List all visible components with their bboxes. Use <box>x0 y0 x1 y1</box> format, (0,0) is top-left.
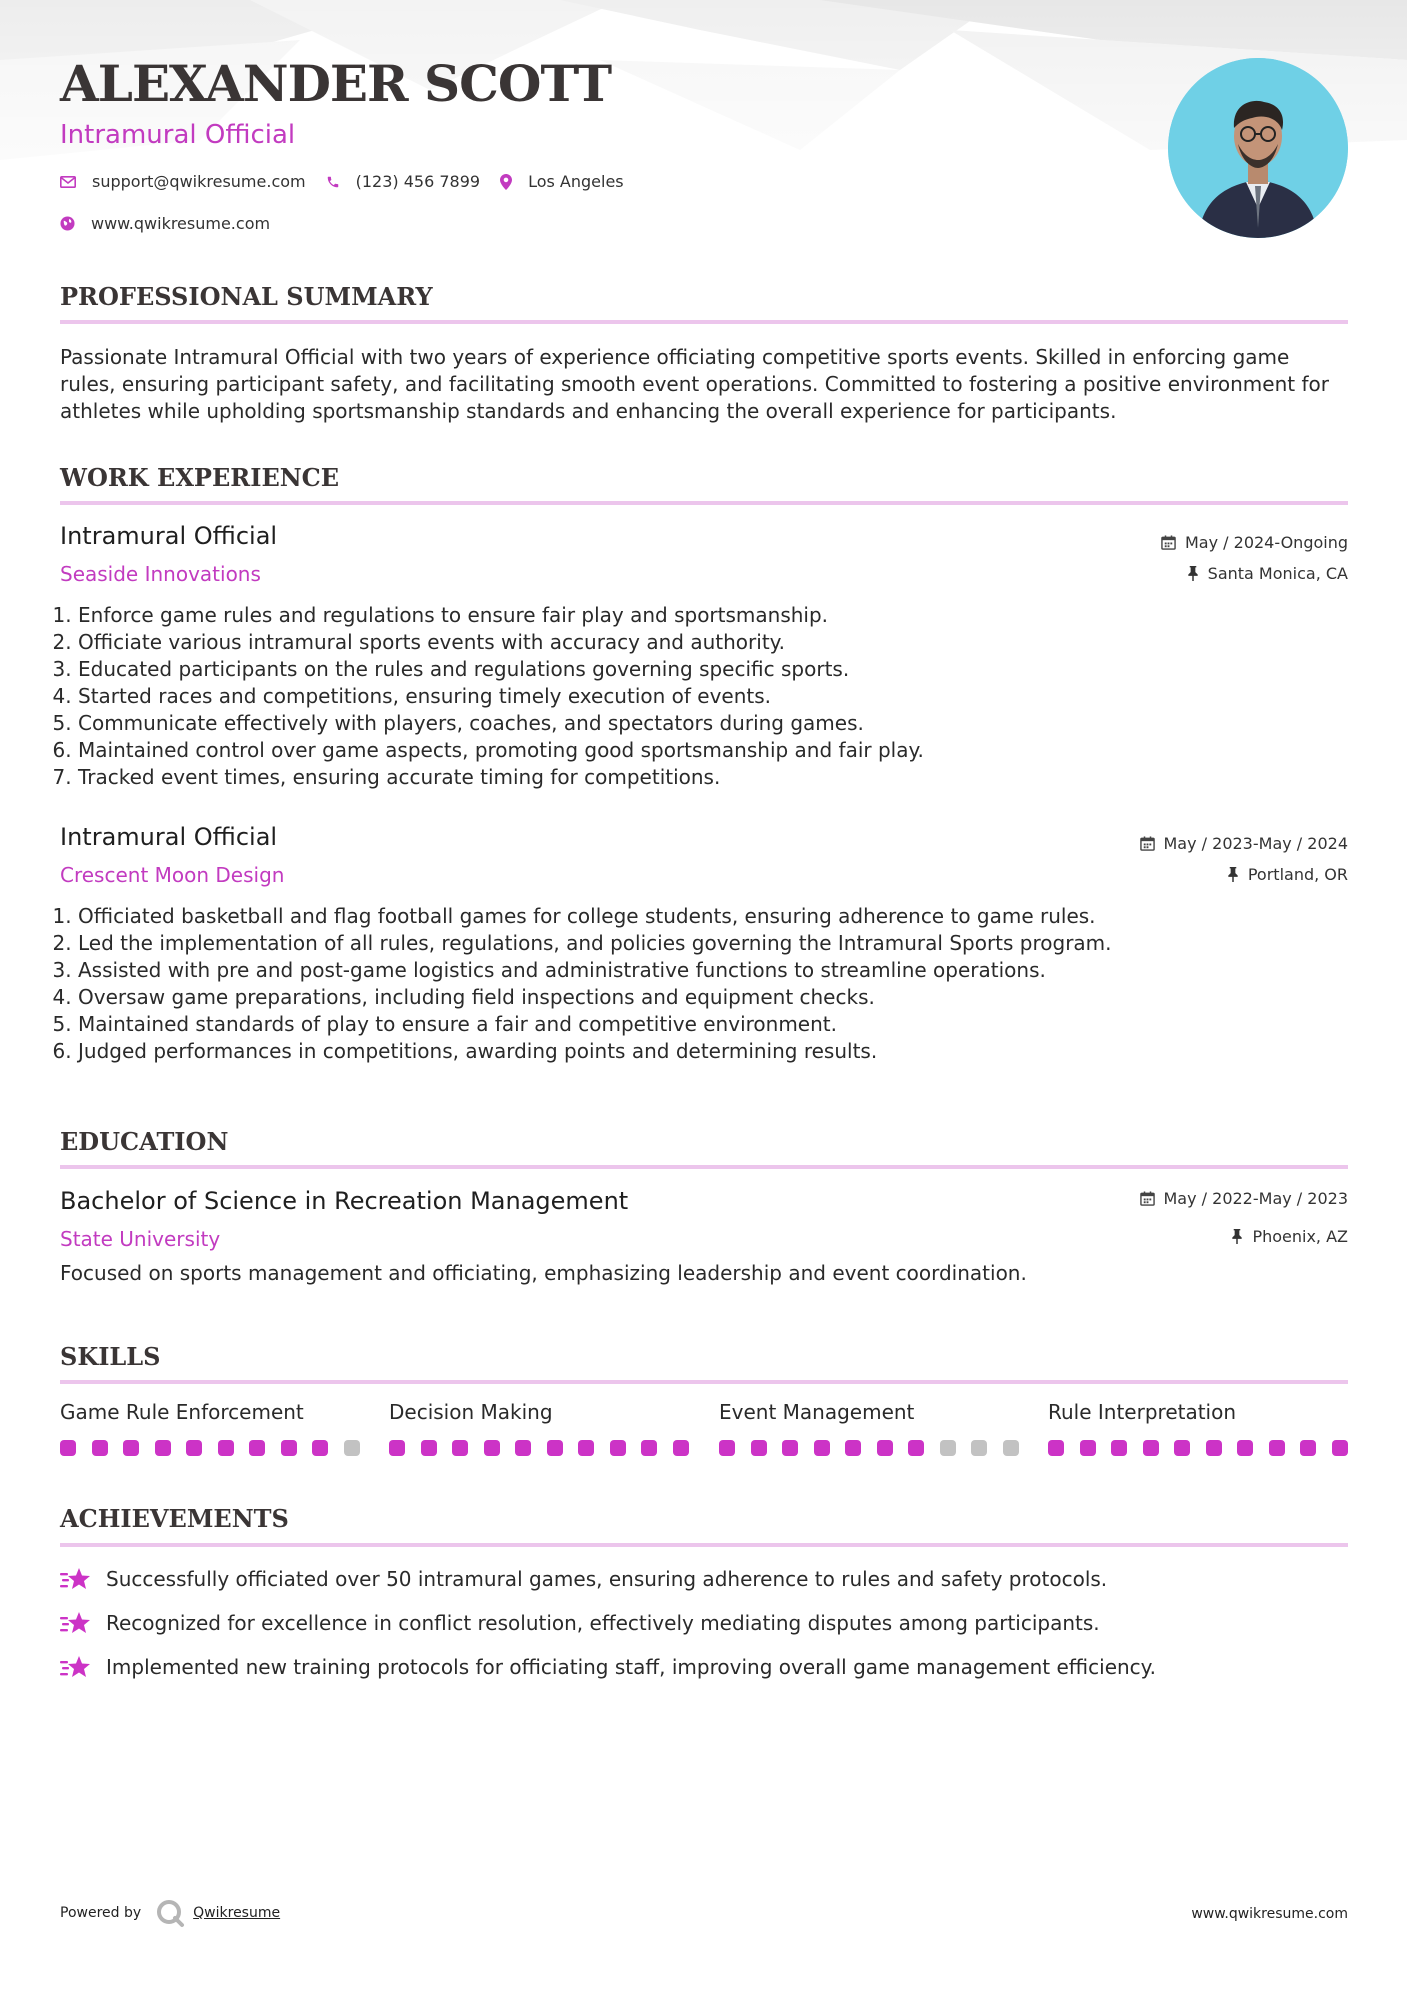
summary-heading: PROFESSIONAL SUMMARY <box>60 282 433 311</box>
map-pin-icon <box>500 174 512 190</box>
skill-name: Decision Making <box>389 1400 553 1424</box>
skill-item <box>1048 1400 1348 1456</box>
skill-dot-filled <box>484 1440 500 1456</box>
experience-heading: WORK EXPERIENCE <box>60 463 340 492</box>
skill-dot-filled <box>877 1440 893 1456</box>
mail-icon <box>60 176 76 188</box>
calendar-icon <box>1140 1191 1155 1206</box>
skill-dot-filled <box>782 1440 798 1456</box>
achievement-text: Recognized for excellence in conflict resolution, effectively mediating disputes among participants. <box>106 1611 1100 1635</box>
powered-by-label: Powered by <box>60 1905 142 1921</box>
skill-dot-filled <box>249 1440 265 1456</box>
skill-dot-filled <box>1206 1440 1222 1456</box>
achievements-heading: ACHIEVEMENTS <box>60 1504 289 1533</box>
skill-dot-filled <box>673 1440 689 1456</box>
phone-text: (123) 456 7899 <box>355 172 481 191</box>
job-company: Crescent Moon Design <box>60 863 285 887</box>
education-divider <box>60 1165 1348 1169</box>
education-degree: Bachelor of Science in Recreation Management <box>60 1187 629 1215</box>
phone-icon <box>326 175 340 189</box>
skill-dot-filled <box>389 1440 405 1456</box>
contact-row-2 <box>60 214 290 233</box>
achievement-text: Implemented new training protocols for officiating staff, improving overall game management efficiency. <box>106 1655 1157 1679</box>
list-item: 6. Maintained control over game aspects, promoting good sportsmanship and fair play. <box>78 737 1348 764</box>
skill-dot-filled <box>123 1440 139 1456</box>
person-portrait-icon <box>1168 58 1348 238</box>
job-title: Intramural Official <box>60 522 278 550</box>
job-location <box>1187 564 1348 583</box>
list-item: 5. Maintained standards of play to ensure a fair and competitive environment. <box>78 1011 1348 1038</box>
skill-dot-filled <box>814 1440 830 1456</box>
achievement-text: Successfully officiated over 50 intramural games, ensuring adherence to rules and safety protocols. <box>106 1567 1108 1591</box>
shooting-star-icon <box>60 1611 92 1635</box>
skill-dot-filled <box>312 1440 328 1456</box>
achievement-item <box>60 1567 1107 1591</box>
job-bullets <box>60 602 1348 791</box>
skills-divider <box>60 1380 1348 1384</box>
skill-dot-filled <box>155 1440 171 1456</box>
education-location <box>1231 1227 1348 1246</box>
skill-dot-filled <box>452 1440 468 1456</box>
job-location <box>1227 865 1348 884</box>
skill-name: Game Rule Enforcement <box>60 1400 304 1424</box>
skill-dot-filled <box>1237 1440 1253 1456</box>
skill-dot-empty <box>1003 1440 1019 1456</box>
achievement-item <box>60 1611 1100 1635</box>
list-item: 2. Officiate various intramural sports events with accuracy and authority. <box>78 629 1348 656</box>
list-item: 3. Educated participants on the rules and regulations governing specific sports. <box>78 656 1348 683</box>
job-location-text: Portland, OR <box>1247 865 1348 884</box>
skill-item <box>719 1400 1019 1456</box>
job-title: Intramural Official <box>60 823 278 851</box>
footer-website[interactable]: www.qwikresume.com <box>1191 1906 1348 1922</box>
footer-powered-by <box>60 1898 280 1928</box>
location-text: Los Angeles <box>528 172 624 191</box>
pushpin-icon <box>1231 1229 1243 1244</box>
achievement-item <box>60 1655 1156 1679</box>
skill-dot-filled <box>1048 1440 1064 1456</box>
globe-icon <box>60 216 75 231</box>
job-location-text: Santa Monica, CA <box>1207 564 1348 583</box>
list-item: 1. Enforce game rules and regulations to ensure fair play and sportsmanship. <box>78 602 1348 629</box>
email-text: support@qwikresume.com <box>92 172 306 191</box>
list-item: 3. Assisted with pre and post-game logistics and administrative functions to streamline operations. <box>78 957 1348 984</box>
education-description: Focused on sports management and officiating, emphasizing leadership and event coordination. <box>60 1261 1027 1285</box>
skill-dot-empty <box>971 1440 987 1456</box>
qwikresume-link[interactable]: Qwikresume <box>193 1905 281 1921</box>
contact-phone[interactable] <box>326 172 480 191</box>
skill-item <box>60 1400 360 1456</box>
list-item: 6. Judged performances in competitions, awarding points and determining results. <box>78 1038 1348 1065</box>
skill-dot-filled <box>719 1440 735 1456</box>
skill-rating <box>719 1440 1019 1456</box>
list-item: 5. Communicate effectively with players, coaches, and spectators during games. <box>78 710 1348 737</box>
skill-name: Event Management <box>719 1400 915 1424</box>
calendar-icon <box>1161 535 1176 550</box>
skill-dot-filled <box>281 1440 297 1456</box>
skill-dot-filled <box>1080 1440 1096 1456</box>
skill-item <box>389 1400 689 1456</box>
summary-divider <box>60 320 1348 324</box>
skill-dot-filled <box>641 1440 657 1456</box>
contact-website[interactable] <box>60 214 270 233</box>
contact-row <box>60 172 644 191</box>
candidate-role: Intramural Official <box>60 120 296 150</box>
skill-dot-empty <box>344 1440 360 1456</box>
skill-dot-filled <box>1332 1440 1348 1456</box>
education-school: State University <box>60 1227 221 1251</box>
list-item: 4. Started races and competitions, ensuring timely execution of events. <box>78 683 1348 710</box>
skills-heading: SKILLS <box>60 1342 161 1371</box>
skill-dot-filled <box>60 1440 76 1456</box>
calendar-icon <box>1140 836 1155 851</box>
skill-rating <box>60 1440 360 1456</box>
skill-name: Rule Interpretation <box>1048 1400 1237 1424</box>
job-bullets <box>60 903 1348 1065</box>
skill-dot-filled <box>1174 1440 1190 1456</box>
contact-email[interactable] <box>60 172 306 191</box>
candidate-name: ALEXANDER SCOTT <box>60 54 612 113</box>
summary-text: Passionate Intramural Official with two years of experience officiating competitive sports events. Skilled in enforcing game rules, ensuring participant safety, and facilitating smooth event operations. Committed to fostering a positive environment for athletes while upholding sportsmanship standards and enhancing the overall experience for participants. <box>60 345 1329 423</box>
skill-dot-filled <box>1269 1440 1285 1456</box>
list-item: 4. Oversaw game preparations, including field inspections and equipment checks. <box>78 984 1348 1011</box>
experience-divider <box>60 501 1348 505</box>
skill-rating <box>389 1440 689 1456</box>
education-dates-text: May / 2022-May / 2023 <box>1163 1189 1348 1208</box>
pushpin-icon <box>1187 566 1199 581</box>
shooting-star-icon <box>60 1655 92 1679</box>
skill-dot-filled <box>1111 1440 1127 1456</box>
skill-dot-filled <box>421 1440 437 1456</box>
job-dates <box>1161 533 1348 552</box>
skill-dot-filled <box>218 1440 234 1456</box>
job-dates-text: May / 2024-Ongoing <box>1185 533 1348 552</box>
job-company: Seaside Innovations <box>60 562 261 586</box>
achievements-divider <box>60 1543 1348 1547</box>
skill-dot-filled <box>515 1440 531 1456</box>
list-item: 2. Led the implementation of all rules, regulations, and policies governing the Intramural Sports program. <box>78 930 1348 957</box>
skill-dot-filled <box>186 1440 202 1456</box>
skill-dot-empty <box>940 1440 956 1456</box>
website-text: www.qwikresume.com <box>91 214 271 233</box>
shooting-star-icon <box>60 1567 92 1591</box>
skill-dot-filled <box>610 1440 626 1456</box>
list-item: 1. Officiated basketball and flag football games for college students, ensuring adherence to game rules. <box>78 903 1348 930</box>
skill-dot-filled <box>578 1440 594 1456</box>
skill-dot-filled <box>908 1440 924 1456</box>
list-item: 7. Tracked event times, ensuring accurate timing for competitions. <box>78 764 1348 791</box>
job-dates-text: May / 2023-May / 2024 <box>1163 834 1348 853</box>
qwikresume-logo-icon <box>155 1898 185 1928</box>
profile-photo <box>1168 58 1348 238</box>
skill-dot-filled <box>1143 1440 1159 1456</box>
pushpin-icon <box>1227 867 1239 882</box>
education-heading: EDUCATION <box>60 1127 229 1156</box>
skill-rating <box>1048 1440 1348 1456</box>
skill-dot-filled <box>751 1440 767 1456</box>
skill-dot-filled <box>845 1440 861 1456</box>
skill-dot-filled <box>92 1440 108 1456</box>
skill-dot-filled <box>1300 1440 1316 1456</box>
education-dates <box>1140 1189 1349 1208</box>
contact-location <box>500 172 624 191</box>
education-location-text: Phoenix, AZ <box>1252 1227 1348 1246</box>
skill-dot-filled <box>547 1440 563 1456</box>
job-dates <box>1140 834 1349 853</box>
